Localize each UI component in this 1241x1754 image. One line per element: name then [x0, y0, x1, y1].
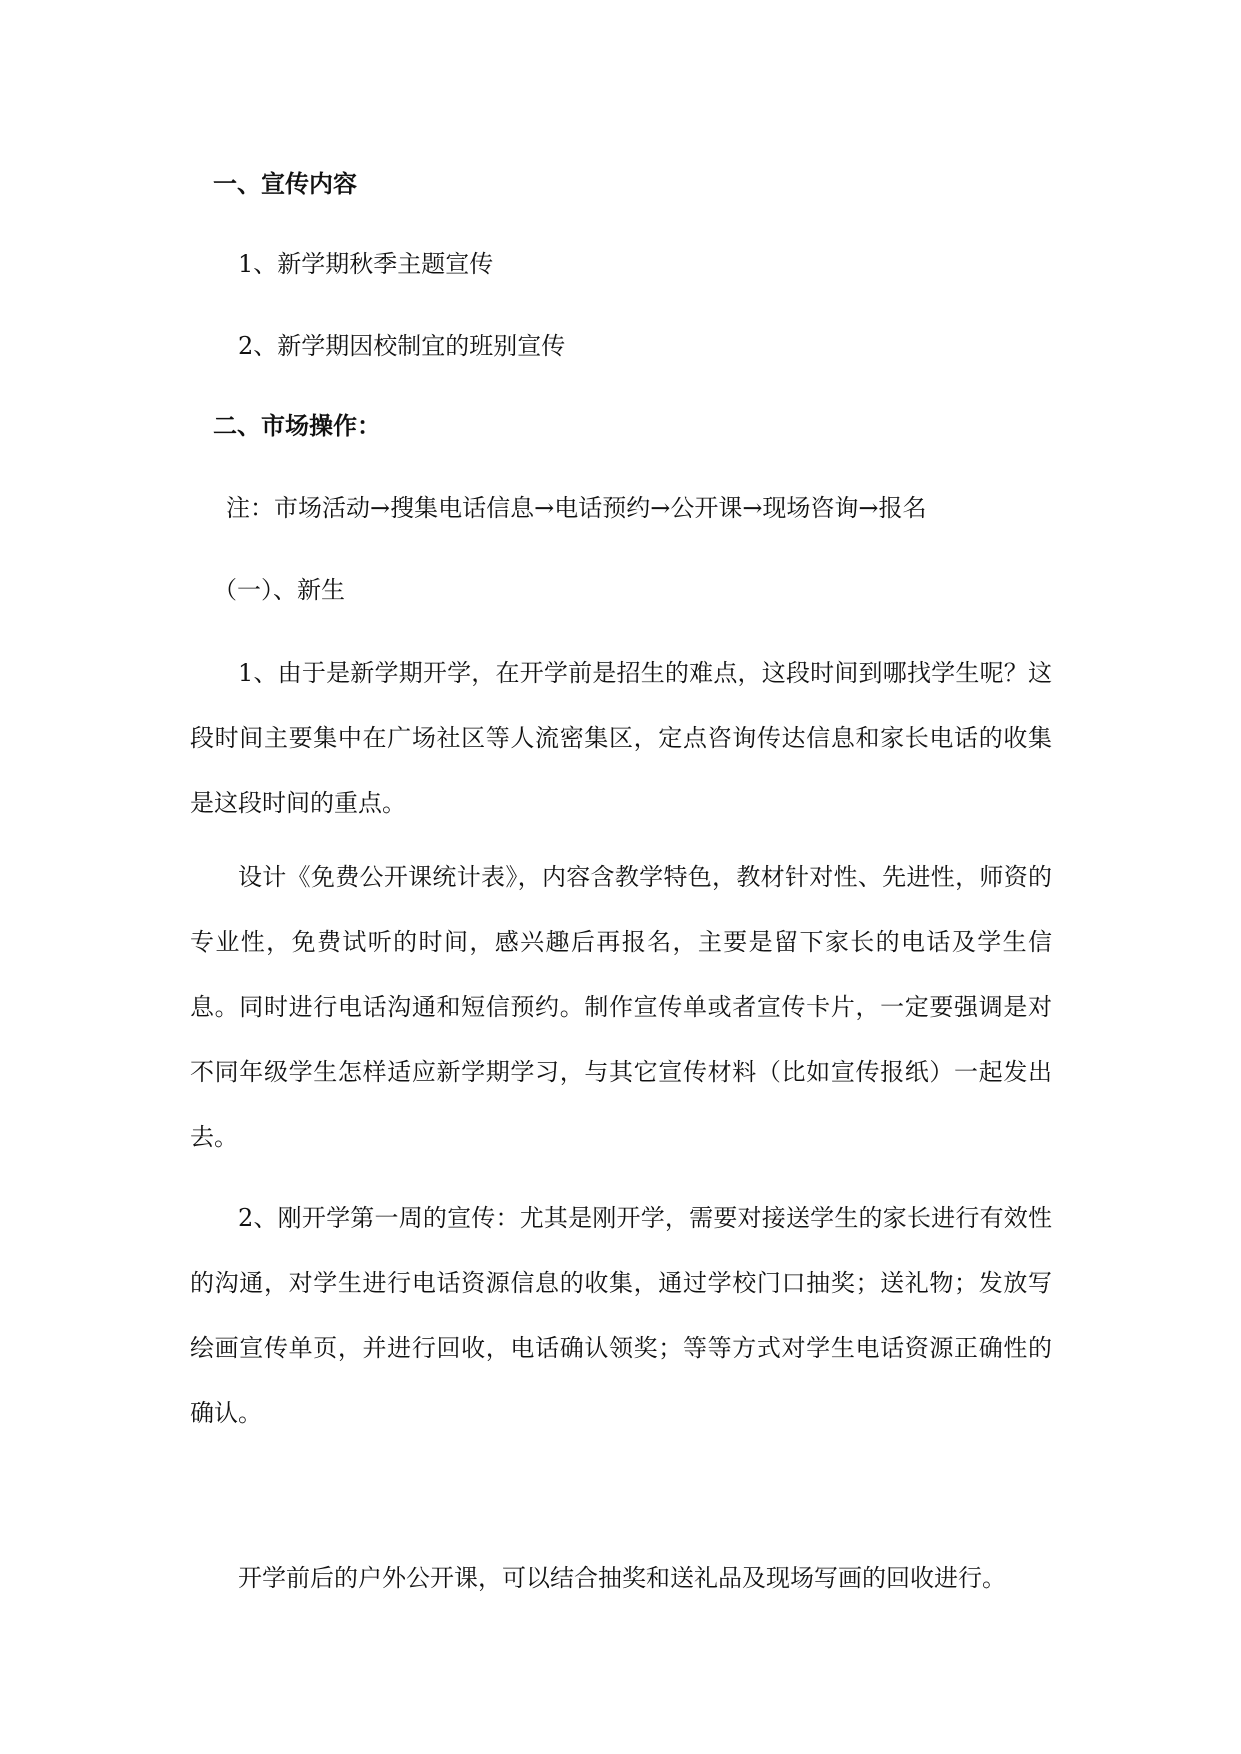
list-item: 1、新学期秋季主题宣传 [238, 250, 494, 278]
paragraph: 开学前后的户外公开课，可以结合抽奖和送礼品及现场写画的回收进行。 [238, 1564, 1006, 1592]
section-heading-publicity-content: 一、宣传内容 [213, 170, 357, 198]
process-note: 注：市场活动→搜集电话信息→电话预约→公开课→现场咨询→报名 [226, 494, 927, 522]
paragraph: 2、刚开学第一周的宣传：尤其是刚开学，需要对接送学生的家长进行有效性的沟通，对学生进行电话资源信息的收集，通过学校门口抽奖；送礼物；发放写绘画宣传单页，并进行回收，电话确认领奖；等等方式对学生电话资源正确性的确认。 [190, 1204, 1052, 1427]
list-item: 2、新学期因校制宜的班别宣传 [238, 332, 566, 360]
paragraph: 1、由于是新学期开学，在开学前是招生的难点，这段时间到哪找学生呢？这段时间主要集中在广场社区等人流密集区，定点咨询传达信息和家长电话的收集是这段时间的重点。 [190, 659, 1052, 817]
section-heading-market-operation: 二、市场操作： [213, 412, 381, 440]
subsection-heading-new-students: （一）、新生 [213, 576, 345, 604]
paragraph: 设计《免费公开课统计表》，内容含教学特色，教材针对性、先进性，师资的专业性，免费试听的时间，感兴趣后再报名，主要是留下家长的电话及学生信息。同时进行电话沟通和短信预约。制作宣传单或者宣传卡片，一定要强调是对不同年级学生怎样适应新学期学习，与其它宣传材料（比如宣传报纸）一起发出去。 [190, 863, 1052, 1151]
